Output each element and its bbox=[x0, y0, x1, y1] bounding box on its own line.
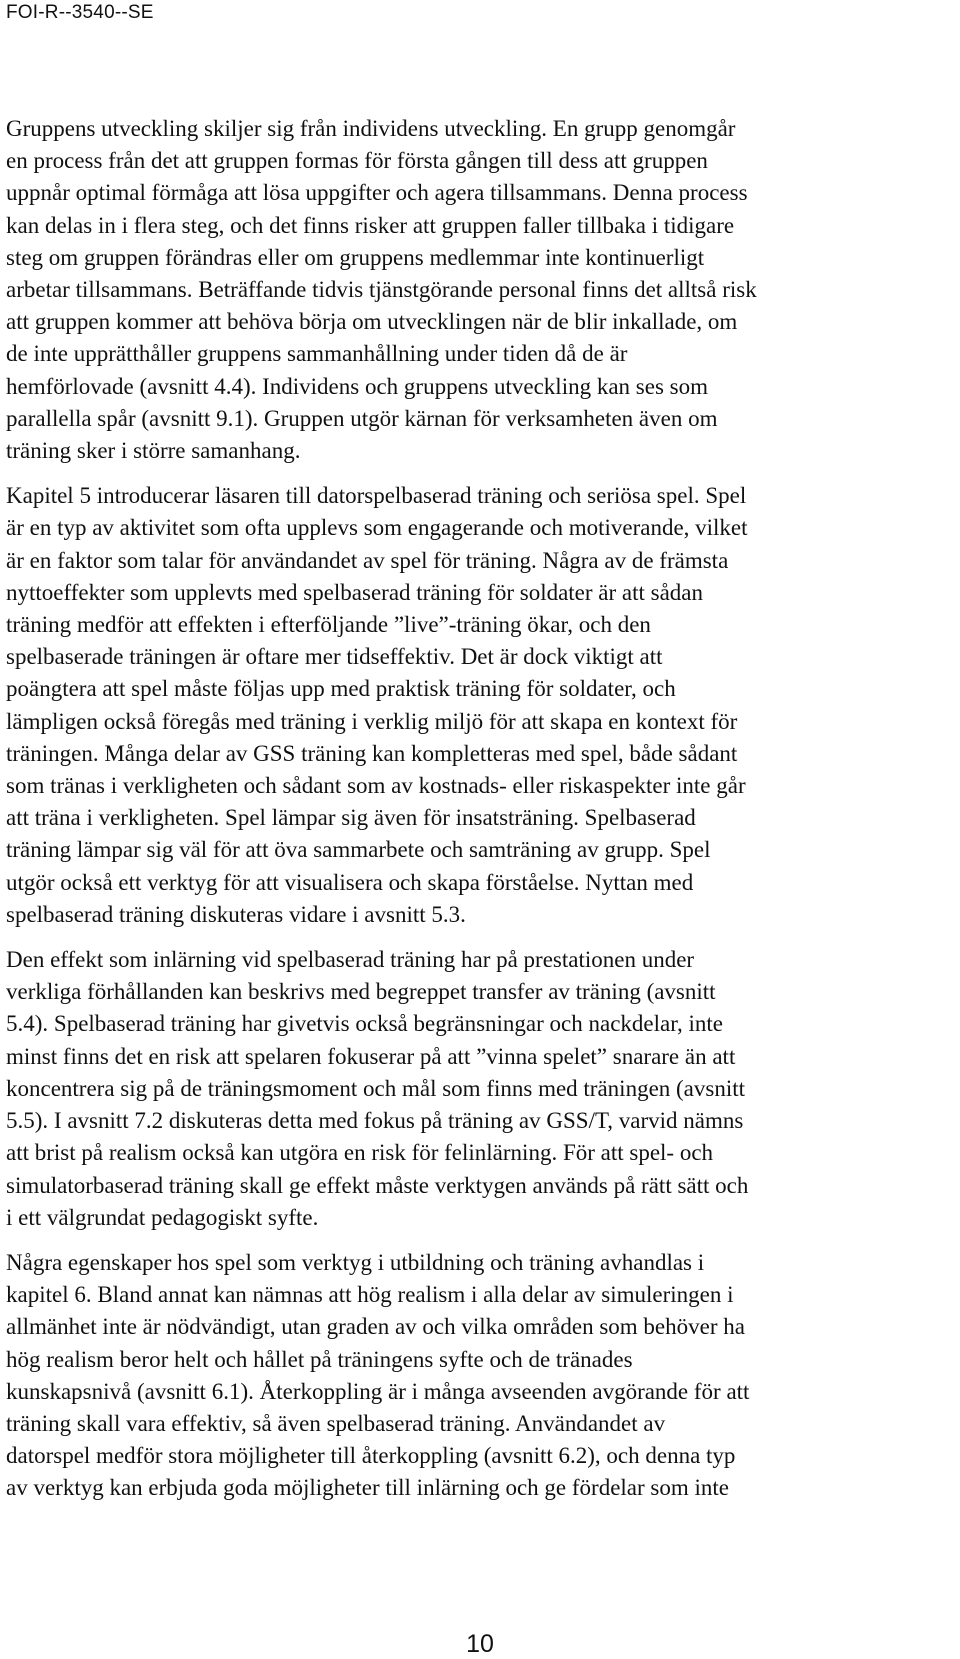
text-line: datorspel medför stora möjligheter till återkoppling (avsnitt 6.2), och denna typ bbox=[6, 1443, 736, 1469]
text-line: 5.4). Spelbaserad träning har givetvis också begränsningar och nackdelar, inte bbox=[6, 1011, 723, 1037]
text-line: poängtera att spel måste följas upp med praktisk träning för soldater, och bbox=[6, 676, 676, 702]
text-line: arbetar tillsammans. Beträffande tidvis tjänstgörande personal finns det alltså risk bbox=[6, 277, 757, 303]
text-line: att brist på realism också kan utgöra en risk för felinlärning. För att spel- och bbox=[6, 1140, 714, 1166]
text-line: Gruppens utveckling skiljer sig från individens utveckling. En grupp genomgår bbox=[6, 116, 736, 141]
text-line: spelbaserad träning diskuteras vidare i avsnitt 5.3. bbox=[6, 901, 466, 927]
text-line: 5.5). I avsnitt 7.2 diskuteras detta med fokus på träning av GSS/T, varvid nämns bbox=[6, 1108, 744, 1134]
text-line: simulatorbaserad träning skall ge effekt måste verktygen används på rätt sätt och bbox=[6, 1172, 749, 1198]
text-line: hög realism beror helt och hållet på träningens syfte och de tränades bbox=[6, 1346, 633, 1372]
paragraph-group-development bbox=[6, 113, 954, 467]
text-line: kapitel 6. Bland annat kan nämnas att hög realism i alla delar av simuleringen i bbox=[6, 1282, 734, 1308]
paragraph-chapter-5-summary bbox=[6, 480, 954, 931]
text-line: steg om gruppen förändras eller om gruppens medlemmar inte kontinuerligt bbox=[6, 244, 705, 270]
text-line: träning lämpar sig väl för att öva sammarbete och samträning av grupp. Spel bbox=[6, 837, 711, 863]
text-line: av verktyg kan erbjuda goda möjligheter till inlärning och ge fördelar som inte bbox=[6, 1475, 730, 1501]
text-line: är en typ av aktivitet som ofta upplevs som engagerande och motiverande, vilket bbox=[6, 515, 748, 541]
body-text bbox=[6, 113, 954, 1518]
text-line: i ett välgrundat pedagogiskt syfte. bbox=[6, 1204, 319, 1230]
text-line: koncentrera sig på de träningsmoment och mål som finns med träningen (avsnitt bbox=[6, 1075, 746, 1101]
text-line: Kapitel 5 introducerar läsaren till datorspelbaserad träning och seriösa spel. Spel bbox=[6, 483, 747, 509]
text-line: är en faktor som talar för användandet av spel för träning. Några av de främsta bbox=[6, 547, 729, 573]
text-line: Några egenskaper hos spel som verktyg i utbildning och träning avhandlas i bbox=[6, 1249, 705, 1275]
text-line: verkliga förhållanden kan beskrivs med begreppet transfer av träning (avsnitt bbox=[6, 979, 716, 1005]
text-line: de inte upprätthåller gruppens sammanhållning under tiden då de är bbox=[6, 341, 628, 367]
paragraph-transfer-of-training bbox=[6, 944, 954, 1234]
text-line: lämpligen också föregås med träning i verklig miljö för att skapa en kontext för bbox=[6, 708, 738, 734]
text-line: att gruppen kommer att behöva börja om utvecklingen när de blir inkallade, om bbox=[6, 309, 738, 335]
text-line: en process från det att gruppen formas för första gången till dess att gruppen bbox=[6, 148, 708, 174]
text-line: parallella spår (avsnitt 9.1). Gruppen utgör kärnan för verksamheten även om bbox=[6, 405, 718, 431]
text-line: träning skall vara effektiv, så även spelbaserad träning. Användandet av bbox=[6, 1410, 666, 1436]
text-line: uppnår optimal förmåga att lösa uppgifter och agera tillsammans. Denna process bbox=[6, 180, 748, 206]
text-line: kan delas in i flera steg, och det finns risker att gruppen faller tillbaka i tidigare bbox=[6, 212, 735, 238]
text-line: träning sker i större samanhang. bbox=[6, 438, 301, 464]
text-line: allmänhet inte är nödvändigt, utan graden av och vilka områden som behöver ha bbox=[6, 1314, 745, 1340]
text-line: utgör också ett verktyg för att visualisera och skapa förståelse. Nyttan med bbox=[6, 869, 694, 895]
text-line: nyttoeffekter som upplevts med spelbaserad träning för soldater är att sådan bbox=[6, 579, 704, 605]
text-line: som tränas i verkligheten och sådant som av kostnads- eller riskaspekter inte går bbox=[6, 773, 746, 799]
text-line: Den effekt som inlärning vid spelbaserad träning har på prestationen under bbox=[6, 947, 695, 973]
report-id-header: FOI-R--3540--SE bbox=[6, 2, 154, 23]
text-line: träning medför att effekten i efterföljande ”live”-träning ökar, och den bbox=[6, 612, 651, 638]
text-line: att träna i verkligheten. Spel lämpar sig även för insatsträning. Spelbaserad bbox=[6, 805, 696, 831]
paragraph-chapter-6-summary bbox=[6, 1247, 954, 1505]
text-line: minst finns det en risk att spelaren fokuserar på att ”vinna spelet” snarare än att bbox=[6, 1043, 736, 1069]
text-line: hemförlovade (avsnitt 4.4). Individens och gruppens utveckling kan ses som bbox=[6, 373, 708, 399]
text-line: kunskapsnivå (avsnitt 6.1). Återkoppling är i många avseenden avgörande för att bbox=[6, 1378, 750, 1404]
text-line: träningen. Många delar av GSS träning kan kompletteras med spel, både sådant bbox=[6, 740, 738, 766]
text-line: spelbaserade träningen är oftare mer tidseffektiv. Det är dock viktigt att bbox=[6, 644, 663, 670]
page-number: 10 bbox=[466, 1630, 494, 1658]
